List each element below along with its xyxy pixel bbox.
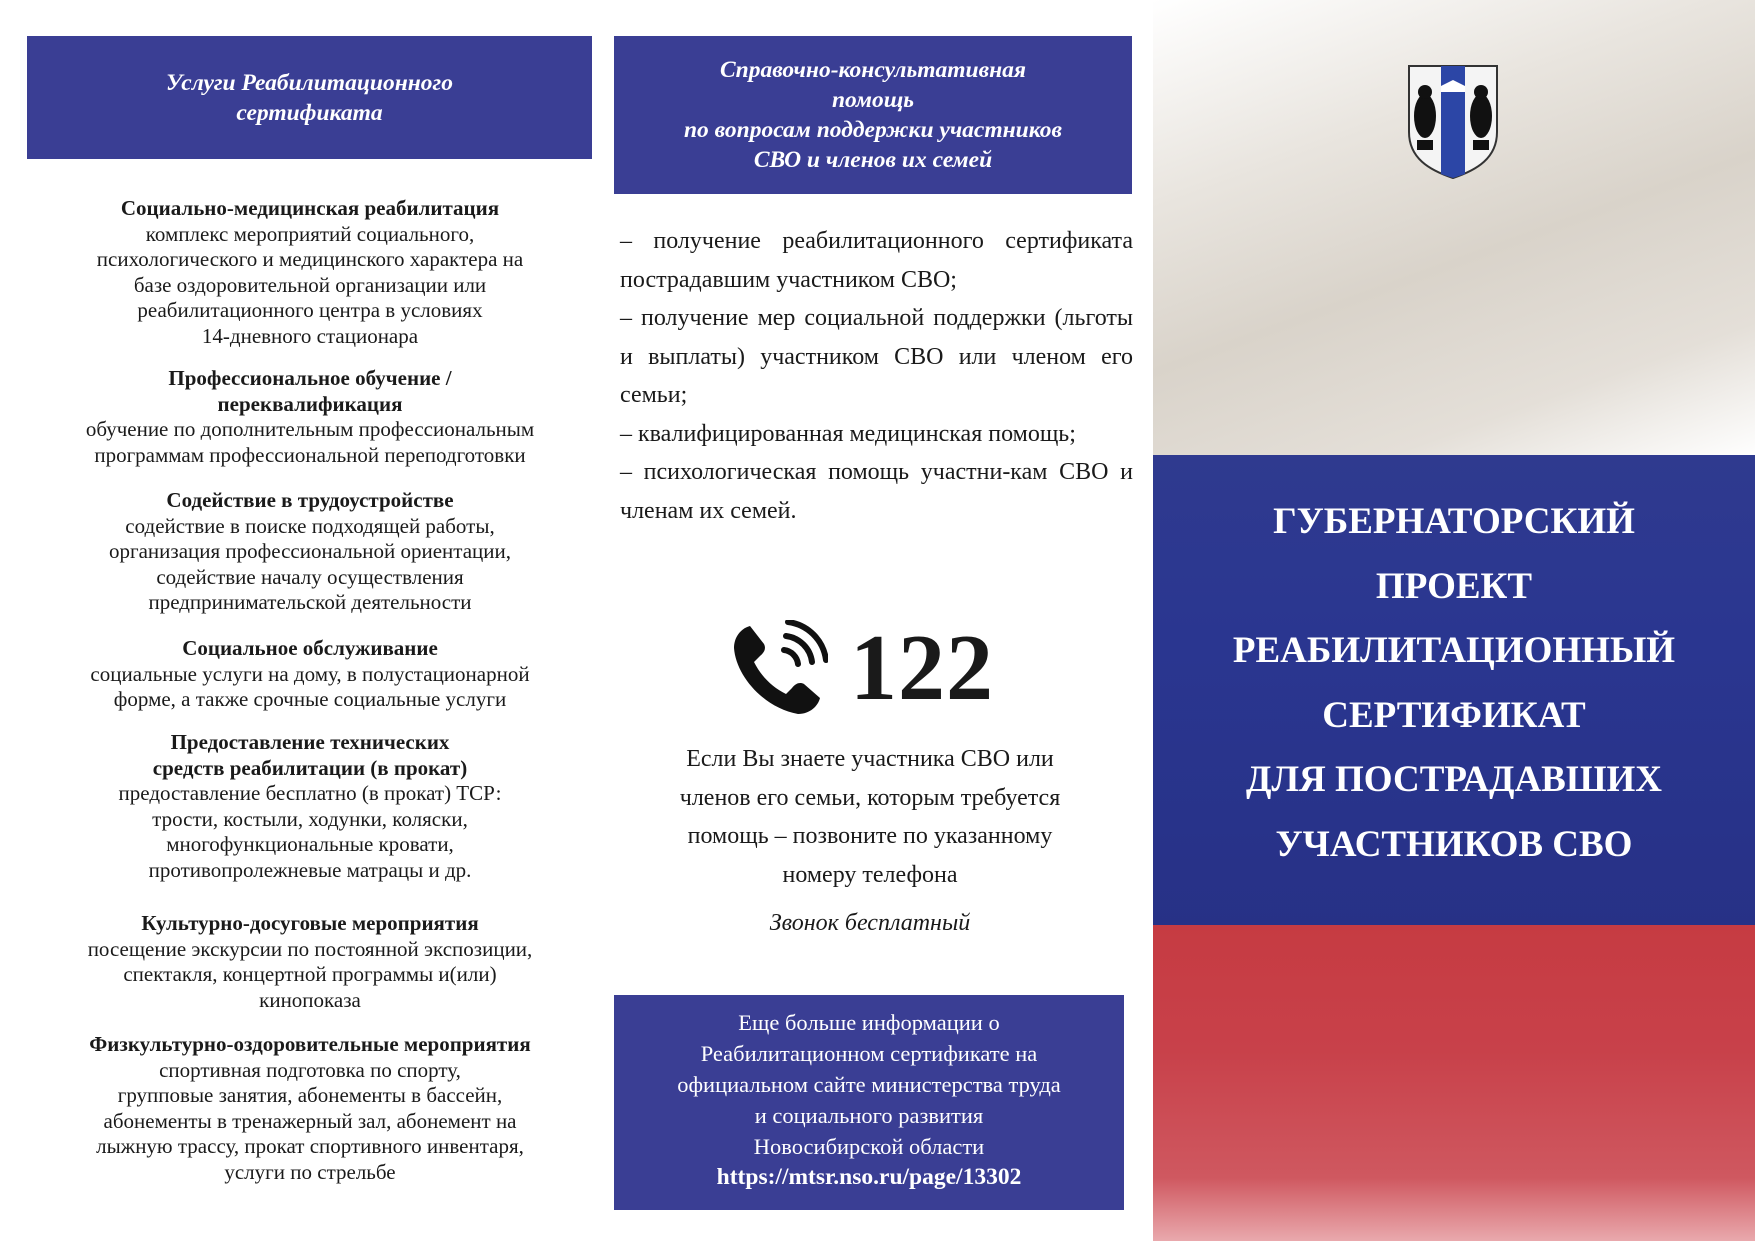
list-item: – получение мер социальной поддержки (льготы и выплаты) участником СВО или членом его семьи; <box>620 305 1133 408</box>
service-description: посещение экскурсии по постоянной экспозиции, спектакля, концертной программы и(или) кинопоказа <box>87 936 533 1012</box>
service-description: обучение по дополнительным профессиональным программам профессиональной переподготовки <box>85 417 535 467</box>
list-item: – психологическая помощь участни-кам СВО и членам их семей. <box>620 459 1133 524</box>
phone-icon <box>728 620 828 720</box>
service-item <box>30 1032 590 1185</box>
service-description: комплекс мероприятий социального, психологического и медицинского характера на базе оздоровительной организации или реабилитационного центра в условиях 14-дневного стационара <box>96 221 524 348</box>
website-link[interactable]: https://mtsr.nso.ru/page/13302 <box>716 1164 1022 1190</box>
info-box <box>614 995 1124 1210</box>
service-description: социальные услуги на дому, в полустационарной форме, а также срочные социальные услуги <box>90 661 530 711</box>
service-item <box>30 636 590 713</box>
flag-red-stripe <box>1153 925 1755 1241</box>
service-item <box>30 196 590 349</box>
service-title: Предоставление технических средств реабилитации (в прокат) <box>152 730 468 780</box>
help-panel <box>610 0 1153 1241</box>
services-panel <box>0 0 610 1241</box>
service-description: предоставление бесплатно (в прокат) ТСР: трости, костыли, ходунки, коляски, многофункциональные кровати, противопролежневые матрацы и др. <box>118 781 502 882</box>
info-text: Еще больше информации о Реабилитационном сертификате на официальном сайте министерства труда и социального развития Новосибирской области <box>677 1010 1061 1159</box>
services-header: Услуги Реабилитационного сертификата <box>27 36 592 159</box>
service-title: Физкультурно-оздоровительные мероприятия <box>89 1032 531 1056</box>
help-header: Справочно-консультативная помощь по вопросам поддержки участников СВО и членов их семей <box>614 36 1132 194</box>
free-call-note: Звонок бесплатный <box>769 910 971 936</box>
cover-panel <box>1153 0 1755 1241</box>
service-title: Социальное обслуживание <box>182 636 438 660</box>
help-list <box>620 222 1133 530</box>
project-title: ГУБЕРНАТОРСКИЙ ПРОЕКТ РЕАБИЛИТАЦИОННЫЙ СЕРТИФИКАТ ДЛЯ ПОСТРАДАВШИХ УЧАСТНИКОВ СВО <box>1232 501 1676 865</box>
service-item <box>30 730 590 883</box>
call-instruction: Если Вы знаете участника СВО или членов его семьи, которым требуется помощь – позвоните по указанному номеру телефона <box>679 746 1061 888</box>
service-title: Социально-медицинская реабилитация <box>120 196 500 220</box>
service-title: Профессиональное обучение / переквалификация <box>168 366 452 416</box>
service-item <box>30 911 590 1013</box>
service-title: Содействие в трудоустройстве <box>166 488 454 512</box>
service-item <box>30 488 590 616</box>
service-description: спортивная подготовка по спорту, групповые занятия, абонементы в бассейн, абонементы в тренажерный зал, абонемент на лыжную трассу, прокат спортивного инвентаря, услуги по стрельбе <box>96 1057 524 1184</box>
service-description: содействие в поиске подходящей работы, организация профессиональной ориентации, содействие началу осуществления предпринимательской деятельности <box>108 513 512 614</box>
phone-number: 122 <box>850 616 994 720</box>
service-title: Культурно-досуговые мероприятия <box>141 911 479 935</box>
coat-of-arms-icon <box>1403 62 1503 182</box>
list-item: – квалифицированная медицинская помощь; <box>620 420 1076 447</box>
list-item: – получение реабилитационного сертификата пострадавшим участником СВО; <box>620 228 1133 293</box>
service-item <box>30 366 590 468</box>
